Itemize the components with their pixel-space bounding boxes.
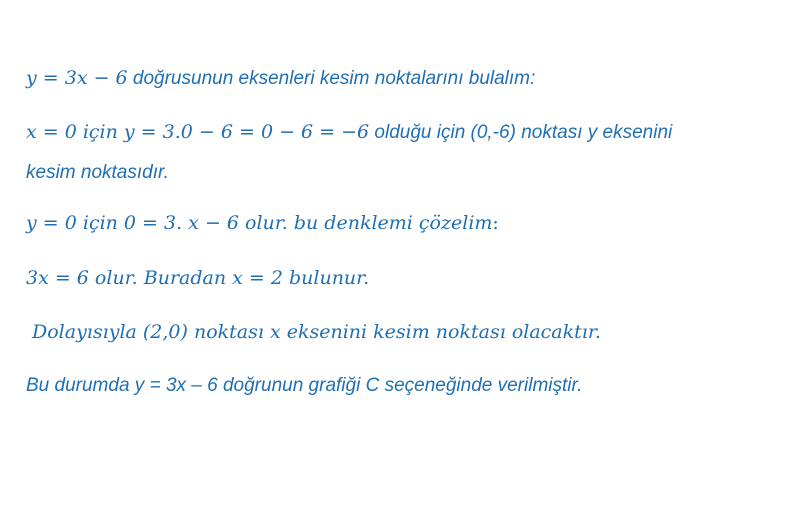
line-equation-intro xyxy=(26,66,535,91)
y-intercept-text: kesim noktasıdır. xyxy=(26,162,169,183)
line-x-intercept xyxy=(32,320,601,345)
line-y-zero xyxy=(26,211,499,236)
line-x-zero xyxy=(26,120,672,145)
y-zero-colon: : xyxy=(492,212,499,234)
equation-math: y = 3x − 6 xyxy=(26,67,128,89)
intro-text: doğrusunun eksenleri kesim noktalarını bulalım: xyxy=(127,68,536,89)
line-y-intercept-label xyxy=(26,161,169,185)
x-zero-math: x = 0 için y = 3.0 − 6 = 0 − 6 = −6 xyxy=(26,121,370,143)
x-zero-text: olduğu için (0,-6) noktası y eksenini xyxy=(369,122,673,143)
line-solve xyxy=(26,266,369,291)
x-intercept-math: Dolayısıyla (2,0) noktası x eksenini kesim noktası olacaktır. xyxy=(32,321,601,343)
conclusion-text: Bu durumda y = 3x – 6 doğrunun grafiği C seçeneğinde verilmiştir. xyxy=(26,375,583,396)
solve-math: 3x = 6 olur. Buradan x = 2 bulunur. xyxy=(26,267,370,289)
y-zero-math: y = 0 için 0 = 3. x − 6 olur. bu denklemi çözelim xyxy=(26,212,493,234)
line-conclusion xyxy=(26,374,582,398)
